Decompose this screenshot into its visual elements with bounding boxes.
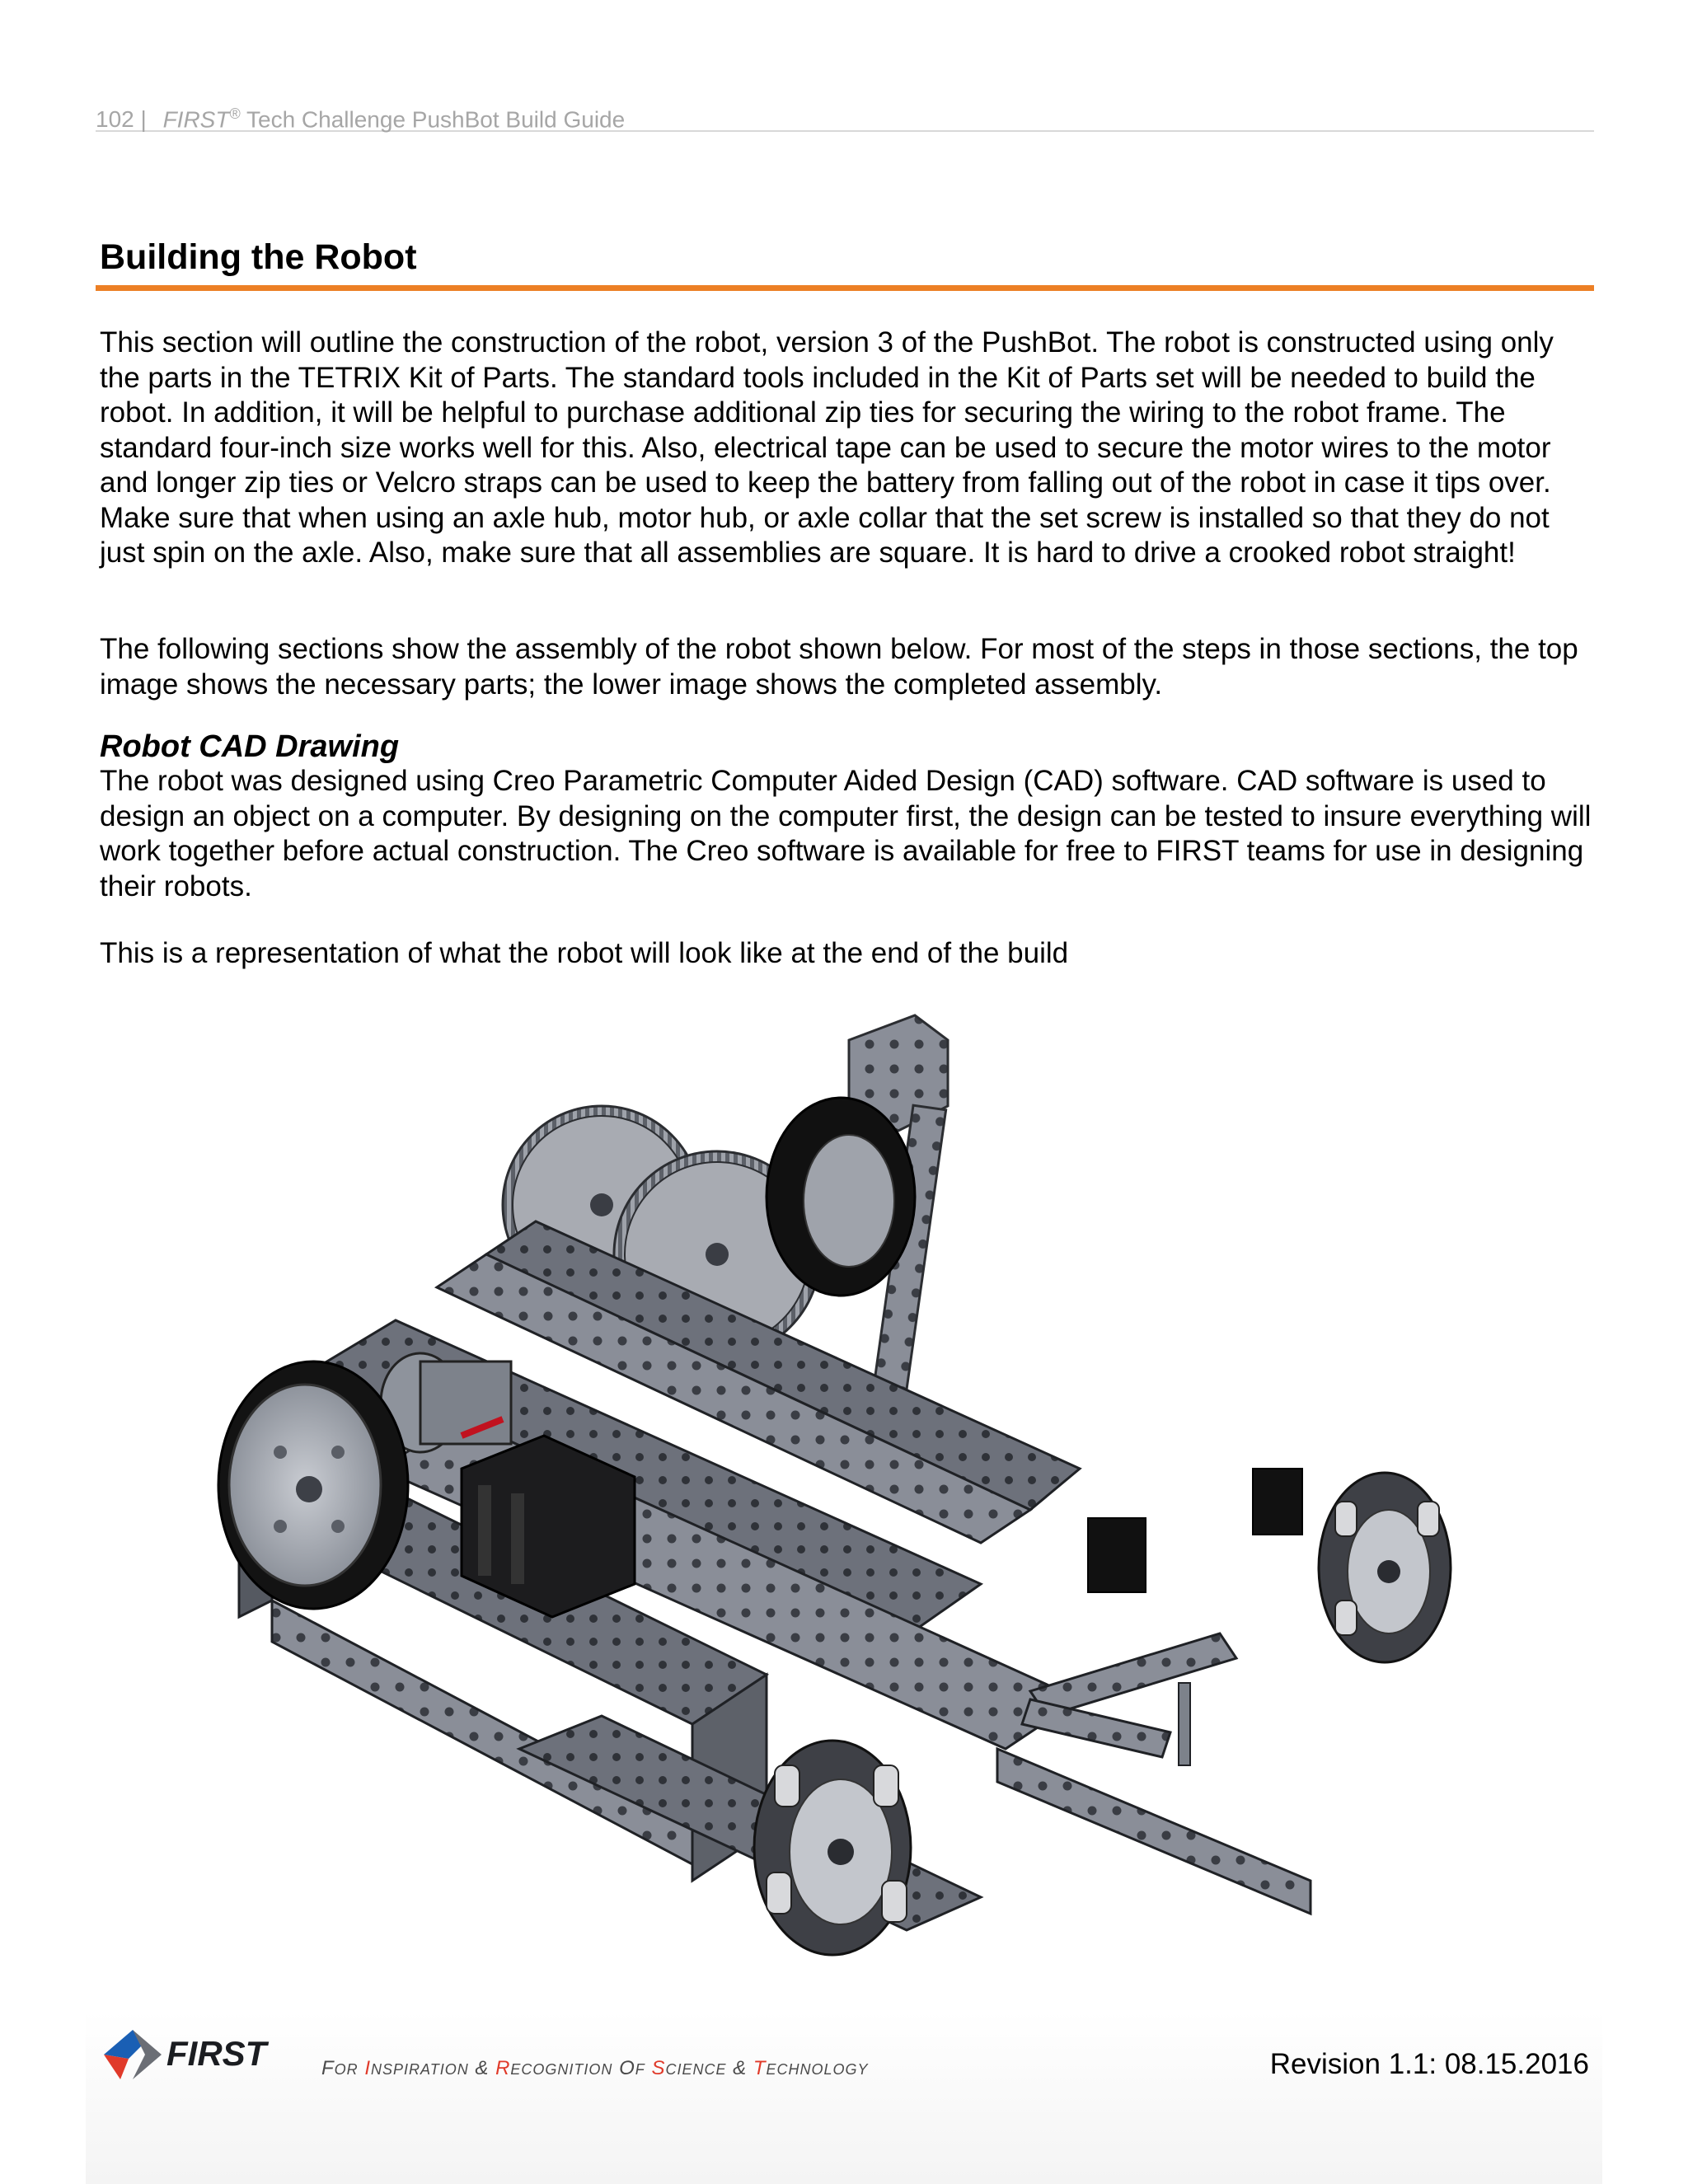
title-divider <box>96 285 1594 291</box>
cad-paragraph: The robot was designed using Creo Parametric Computer Aided Design (CAD) software. CAD software is used to design an object on a computer. By designing on the computer first, the design can be tested to insure everything will work together before actual construction. The Creo software is available for free to FIRST teams for use in designing their robots. <box>100 765 1592 902</box>
sections-paragraph: The following sections show the assembly of the robot shown below. For most of the steps in those sections, the top image shows the necessary parts; the lower image shows the completed assembly. <box>100 633 1578 701</box>
pusher-arm <box>1022 1633 1236 1765</box>
front-left-wheel <box>218 1361 408 1609</box>
footer-tagline: FOR INSPIRATION & RECOGNITION OF SCIENCE & TECHNOLOGY <box>321 2057 869 2079</box>
omni-wheel-right <box>1319 1473 1451 1662</box>
representation-paragraph: This is a representation of what the robot will look like at the end of the build <box>100 937 1069 969</box>
header-brand: FIRST <box>162 106 230 133</box>
omni-wheel-front <box>754 1741 911 1955</box>
intro-paragraph: This section will outline the construction of the robot, version 3 of the PushBot. The robot is constructed using only the parts in the TETRIX Kit of Parts. The standard tools included in the Kit of Parts set will be needed to build the robot. In addition, it will be helpful to purchase additional zip ties for securing the wiring to the robot frame. The standard four-inch size works well for this. Also, electrical tape can be used to secure the motor wires to the motor and longer zip ties or Velcro straps can be used to keep the battery from falling out of the robot in case it tips over. Make sure that when using an axle hub, motor hub, or axle collar that the set screw is installed so that they do not just spin on the axle. Also, make sure that all assemblies are square. It is hard to drive a crooked robot straight! <box>100 326 1554 569</box>
servo-left <box>1088 1518 1146 1592</box>
registered-mark: ® <box>229 105 241 122</box>
footer-background <box>86 2011 1602 2184</box>
servo-right <box>1253 1469 1302 1535</box>
robot-cad-drawing <box>190 1007 1508 1963</box>
guide-title: Tech Challenge PushBot Build Guide <box>246 106 626 133</box>
section-title: Building the Robot <box>100 237 417 277</box>
page-number: 102 | <box>96 106 147 133</box>
revision-label: Revision 1.1: 08.15.2016 <box>1269 2048 1589 2080</box>
page-header <box>96 97 1594 132</box>
subsection-title: Robot CAD Drawing <box>100 729 400 764</box>
svg-text:FIRST: FIRST <box>166 2034 267 2073</box>
first-logo <box>96 2026 310 2083</box>
